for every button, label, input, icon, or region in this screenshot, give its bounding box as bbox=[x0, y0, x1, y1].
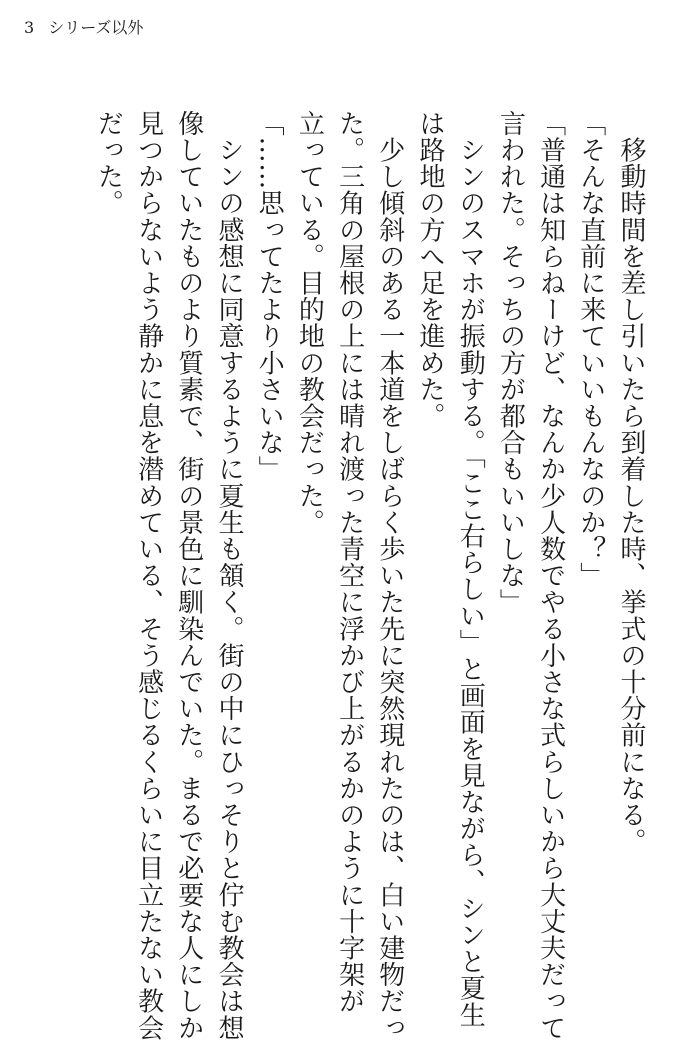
text-line: 「そんな直前に来ていいもんなのか？」 bbox=[575, 110, 606, 589]
text-line: 少し傾斜のある一本道をしばらく歩いた先に突然現れたのは、白い建物だっ bbox=[374, 110, 405, 1041]
text-line: 移動時間を差し引いたら到着した時、挙式の十分前になる。 bbox=[616, 110, 646, 855]
vertical-body-text bbox=[88, 110, 651, 1041]
text-line: は路地の方へ足を進めた。 bbox=[414, 110, 445, 430]
section-title: シリーズ以外 bbox=[48, 18, 144, 37]
text-line: 像していたものより質素で、街の景色に馴染んでいた。まるで必要な人にしか bbox=[173, 110, 204, 1041]
page-number: 3 bbox=[24, 18, 35, 37]
text-line: 「普通は知らねーけど、なんか少人数でやる小さな式らしいから大丈夫だって bbox=[535, 110, 566, 1041]
text-line: シンの感想に同意するように夏生も頷く。街の中にひっそりと佇む教会は想 bbox=[213, 110, 244, 1041]
text-line: 見つからないよう静かに息を潜めている、そう感じるくらいに目立たない教会 bbox=[133, 110, 164, 1041]
running-header bbox=[24, 18, 143, 38]
text-line: だった。 bbox=[93, 110, 124, 217]
text-line: シンのスマホが振動する。「ここ右らしい」と画面を見ながら、シンと夏生 bbox=[455, 110, 486, 1028]
text-line: 「……思ってたより小さいな」 bbox=[254, 110, 285, 483]
text-line: 立っている。目的地の教会だった。 bbox=[294, 110, 325, 536]
text-line: た。三角の屋根の上には晴れ渡った青空に浮かび上がるかのように十字架が bbox=[334, 110, 365, 1015]
text-line: 言われた。そっちの方が都合もいいしな」 bbox=[495, 110, 526, 616]
